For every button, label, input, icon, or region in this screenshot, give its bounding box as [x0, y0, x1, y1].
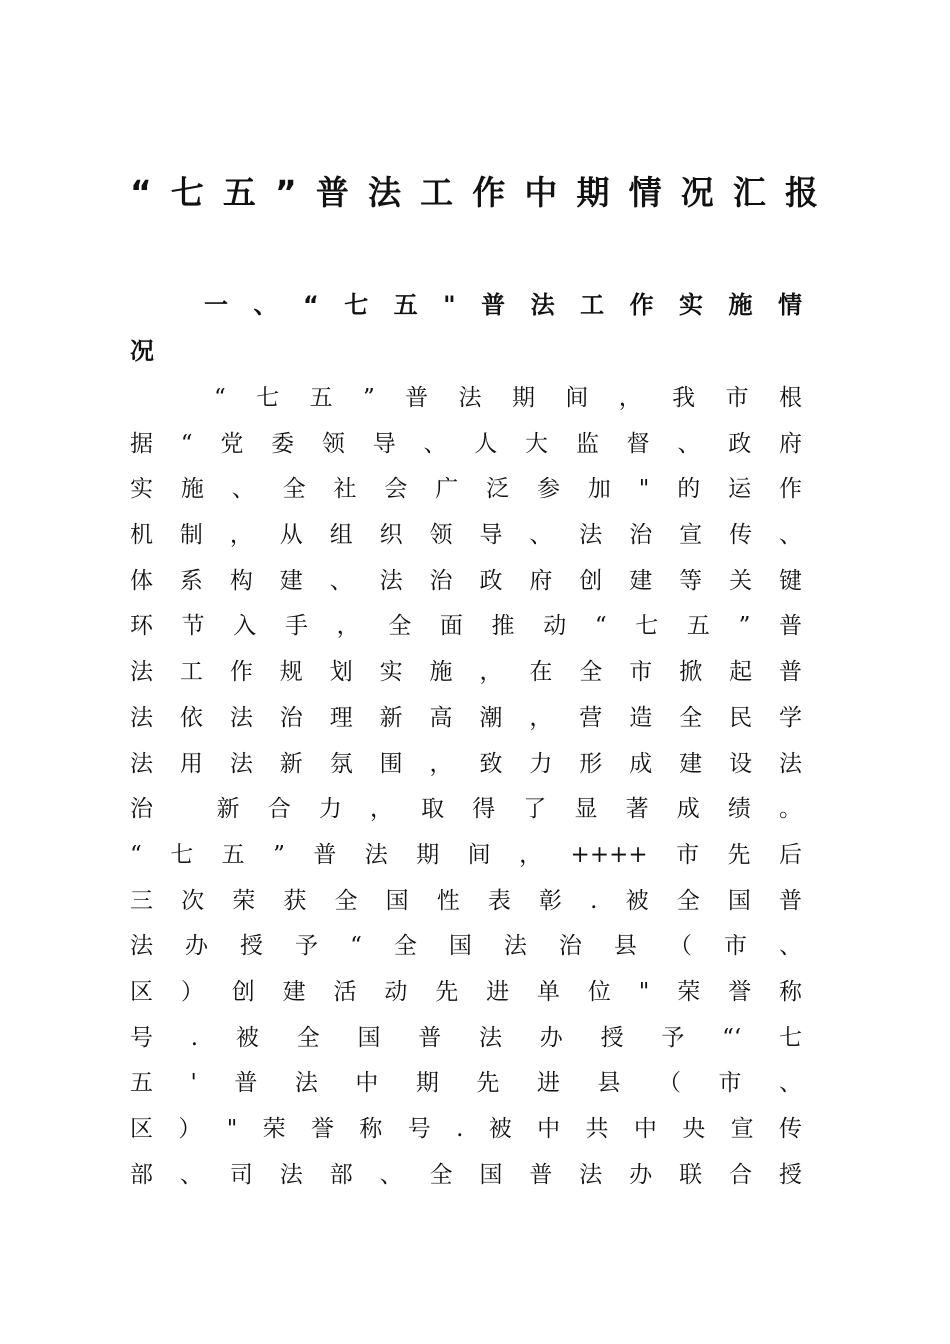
- body-line: 区）创建活动先进单位"荣誉称: [130, 978, 802, 1005]
- document-title: “七五”普法工作中期情况汇报: [130, 173, 820, 212]
- body-line: 三次荣获全国性表彰.被全国普: [130, 887, 802, 914]
- body-line: 机制，从组织领导、法治宣传、: [130, 522, 802, 549]
- body-line: 区）"荣誉称号.被中共中央宣传: [130, 1116, 802, 1142]
- section-heading-line: 况: [130, 337, 154, 365]
- body-line: 体系构建、法治政府创建等关键: [130, 567, 802, 594]
- body-line: 法办授予“全国法治县（市、: [130, 933, 802, 960]
- body-line: 部、司法部、全国普法办联合授: [130, 1161, 802, 1188]
- body-line: 实施、全社会广泛参加"的运作: [130, 476, 802, 503]
- body-line: 治 新合力，取得了显著成绩。: [130, 796, 802, 823]
- body-line: 法用法新氛围，致力形成建设法: [130, 750, 802, 777]
- section-heading-line: 一、“七五"普法工作实施情: [204, 291, 802, 319]
- body-line: “七五”普法期间，我市根: [214, 385, 802, 411]
- body-paragraph: [130, 376, 802, 1198]
- body-line: 号.被全国普法办授予“‘七: [130, 1024, 802, 1051]
- body-line: 五'普法中期先进县（市、: [130, 1070, 802, 1097]
- body-line: 法依法治理新高潮，营造全民学: [130, 704, 802, 731]
- body-line: 环节入手，全面推动“七五”普: [130, 613, 802, 640]
- body-line: 据“党委领导、人大监督、政府: [130, 430, 802, 457]
- body-line: 法工作规划实施，在全市掀起普: [130, 659, 802, 686]
- section-heading: [130, 282, 802, 374]
- body-line: “七五”普法期间，++++市先后: [130, 841, 802, 868]
